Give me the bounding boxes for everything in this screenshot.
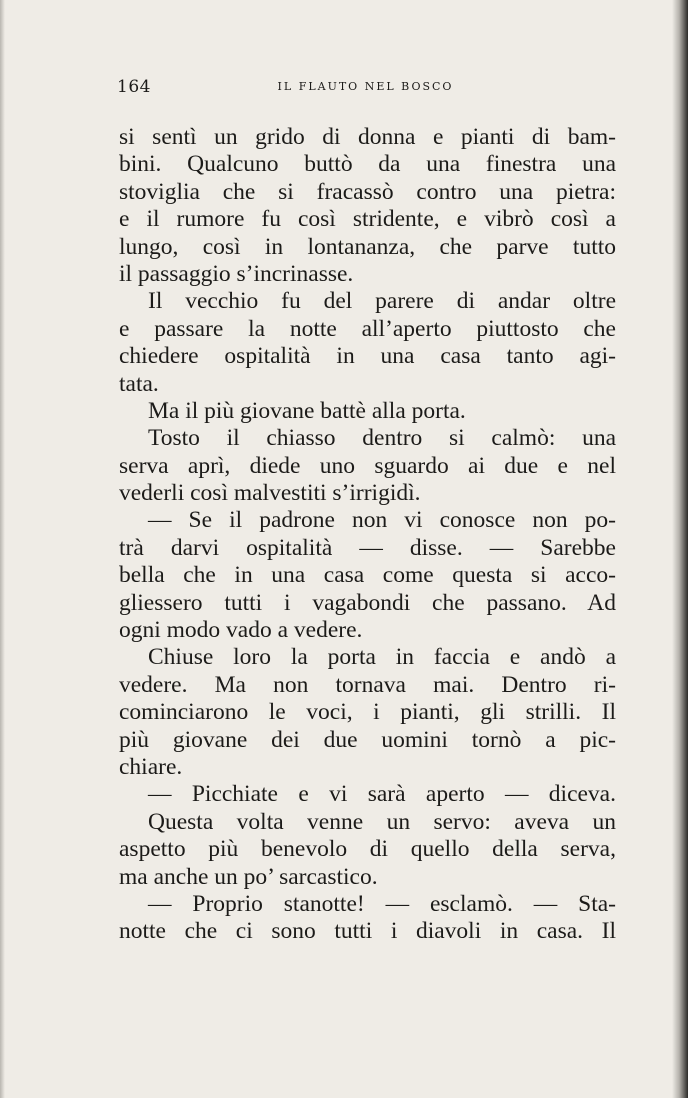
text-line: stoviglia che si fracassò contro una pietra: bbox=[119, 178, 616, 205]
text-line: bella che in una casa come questa si acco- bbox=[119, 562, 616, 589]
text-line: serva aprì, diede uno sguardo ai due e nel bbox=[119, 452, 616, 479]
text-line: cominciarono le voci, i pianti, gli strilli. Il bbox=[119, 699, 616, 726]
running-title: IL FLAUTO NEL BOSCO bbox=[277, 80, 454, 93]
text-line: si sentì un grido di donna e pianti di bam- bbox=[119, 124, 616, 150]
text-line: — Se il padrone non vi conosce non po- bbox=[148, 507, 616, 534]
text-line: vedere. Ma non tornava mai. Dentro ri- bbox=[119, 671, 616, 698]
text-line: ma anche un po’ sarcastico. bbox=[119, 863, 378, 890]
text-line: lungo, così in lontananza, che parve tutto bbox=[119, 233, 616, 260]
text-line: tata. bbox=[119, 370, 159, 397]
text-line: aspetto più benevolo di quello della serva, bbox=[119, 836, 616, 863]
text-line: Tosto il chiasso dentro si calmò: una bbox=[148, 425, 616, 452]
text-line: gliessero tutti i vagabondi che passano. Ad bbox=[119, 589, 616, 616]
text-line: il passaggio s’incrinasse. bbox=[119, 260, 354, 287]
text-line: Chiuse loro la porta in faccia e andò a bbox=[148, 644, 616, 671]
text-line: vederli così malvestiti s’irrigidì. bbox=[119, 480, 421, 507]
page-number: 164 bbox=[117, 77, 151, 97]
text-line: bini. Qualcuno buttò da una finestra una bbox=[119, 151, 616, 178]
text-line: e il rumore fu così stridente, e vibrò così a bbox=[119, 206, 616, 233]
text-line: più giovane dei due uomini tornò a pic- bbox=[119, 726, 616, 753]
text-line: — Proprio stanotte! — esclamò. — Sta- bbox=[148, 890, 616, 917]
text-line: Il vecchio fu del parere di andar oltre bbox=[148, 288, 616, 315]
text-line: Questa volta venne un servo: aveva un bbox=[148, 808, 616, 835]
text-line: — Picchiate e vi sarà aperto — diceva. bbox=[148, 781, 616, 808]
text-line: trà darvi ospitalità — disse. — Sarebbe bbox=[119, 534, 616, 561]
book-spine-edge bbox=[672, 0, 688, 1098]
text-line: ogni modo vado a vedere. bbox=[119, 617, 363, 644]
text-line: chiedere ospitalità in una casa tanto agi- bbox=[119, 343, 616, 370]
page-header bbox=[117, 76, 614, 102]
text-line: Ma il più giovane battè alla porta. bbox=[148, 397, 466, 424]
text-line: notte che ci sono tutti i diavoli in casa. Il bbox=[119, 918, 616, 945]
text-line: chiare. bbox=[119, 753, 183, 780]
text-line: e passare la notte all’aperto piuttosto che bbox=[119, 315, 616, 342]
page-left-edge bbox=[0, 0, 5, 1098]
body-text bbox=[119, 124, 616, 946]
